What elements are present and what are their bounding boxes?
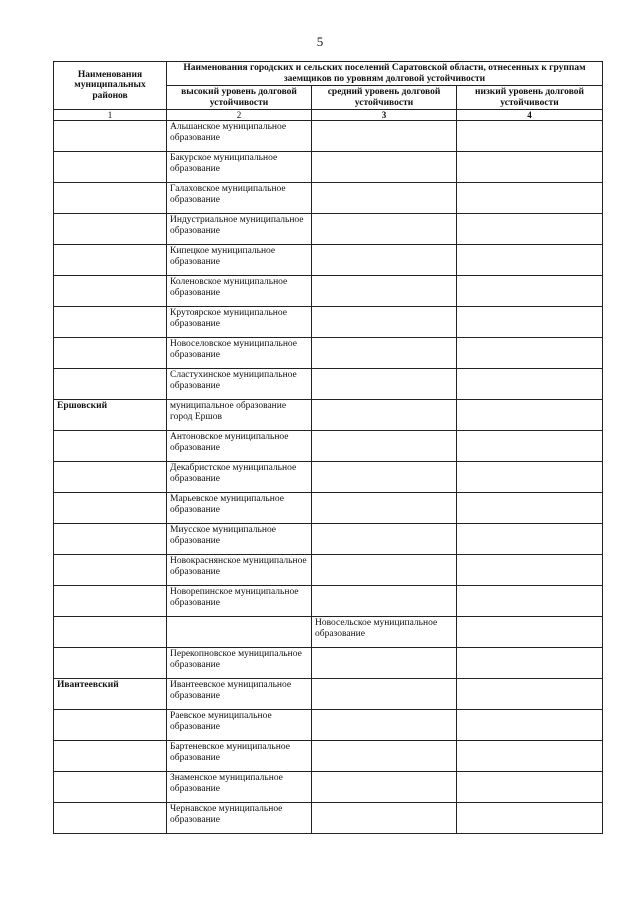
- table-row: [54, 121, 603, 152]
- settlement-cell-medium: [312, 307, 457, 338]
- settlement-cell-high: Антоновское муниципальное образование: [167, 431, 312, 462]
- table-row: [54, 214, 603, 245]
- settlement-cell-high: Новокраснянское муниципальное образование: [167, 555, 312, 586]
- settlements-table: [53, 61, 603, 834]
- column-number-row: [54, 110, 603, 121]
- settlement-cell-medium: [312, 803, 457, 834]
- settlement-cell-low: [457, 741, 603, 772]
- settlement-cell-high: Миусское муниципальное образование: [167, 524, 312, 555]
- table-row: [54, 462, 603, 493]
- district-cell: [54, 338, 167, 369]
- settlement-cell-low: [457, 121, 603, 152]
- settlement-cell-medium: [312, 152, 457, 183]
- table-row: [54, 369, 603, 400]
- district-cell: [54, 307, 167, 338]
- settlement-cell-low: [457, 276, 603, 307]
- settlement-cell-medium: [312, 276, 457, 307]
- district-cell: Ивантеевский: [54, 679, 167, 710]
- district-cell: [54, 803, 167, 834]
- settlement-cell-high: муниципальное образование город Ершов: [167, 400, 312, 431]
- column-number: 1: [54, 110, 167, 121]
- settlement-cell-high: Бартеневское муниципальное образование: [167, 741, 312, 772]
- settlement-cell-high: Новорепинское муниципальное образование: [167, 586, 312, 617]
- table-row: [54, 617, 603, 648]
- settlement-cell-medium: [312, 431, 457, 462]
- table-row: [54, 648, 603, 679]
- settlement-cell-low: [457, 152, 603, 183]
- settlement-cell-medium: [312, 183, 457, 214]
- district-cell: [54, 586, 167, 617]
- settlement-cell-low: [457, 214, 603, 245]
- settlement-cell-low: [457, 183, 603, 214]
- district-cell: [54, 648, 167, 679]
- header-high: высокий уровень долговой устойчивости: [167, 86, 312, 110]
- settlement-cell-high: Альшанское муниципальное образование: [167, 121, 312, 152]
- settlement-cell-medium: [312, 493, 457, 524]
- settlement-cell-high: Индустриальное муниципальное образование: [167, 214, 312, 245]
- settlement-cell-medium: [312, 555, 457, 586]
- settlement-cell-medium: [312, 214, 457, 245]
- district-cell: [54, 121, 167, 152]
- settlement-cell-low: [457, 617, 603, 648]
- settlement-cell-low: [457, 586, 603, 617]
- table-body: [54, 121, 603, 834]
- table-row: [54, 741, 603, 772]
- settlement-cell-medium: [312, 524, 457, 555]
- settlement-cell-high: [167, 617, 312, 648]
- district-cell: [54, 245, 167, 276]
- settlement-cell-medium: Новосельское муниципальное образование: [312, 617, 457, 648]
- table-row: [54, 400, 603, 431]
- settlement-cell-low: [457, 462, 603, 493]
- settlement-cell-high: Декабристское муниципальное образование: [167, 462, 312, 493]
- district-cell: [54, 183, 167, 214]
- settlement-cell-high: Знаменское муниципальное образование: [167, 772, 312, 803]
- settlement-cell-medium: [312, 245, 457, 276]
- district-cell: [54, 214, 167, 245]
- table-row: [54, 524, 603, 555]
- district-cell: [54, 741, 167, 772]
- settlement-cell-medium: [312, 462, 457, 493]
- page-number: 5: [316, 34, 324, 49]
- district-cell: [54, 152, 167, 183]
- settlement-cell-high: Кипецкое муниципальное образование: [167, 245, 312, 276]
- column-number: 2: [167, 110, 312, 121]
- district-cell: [54, 493, 167, 524]
- table-row: [54, 183, 603, 214]
- settlement-cell-medium: [312, 679, 457, 710]
- settlement-cell-medium: [312, 121, 457, 152]
- settlement-cell-medium: [312, 648, 457, 679]
- settlement-cell-low: [457, 245, 603, 276]
- header-row-top: [54, 62, 603, 86]
- settlement-cell-medium: [312, 772, 457, 803]
- settlement-cell-high: Новоселовское муниципальное образование: [167, 338, 312, 369]
- district-cell: [54, 431, 167, 462]
- table-row: [54, 152, 603, 183]
- settlement-cell-low: [457, 803, 603, 834]
- settlement-cell-low: [457, 555, 603, 586]
- settlement-cell-high: Ивантеевское муниципальное образование: [167, 679, 312, 710]
- header-group-title: Наименования городских и сельских поселений Саратовской области, отнесенных к группам заемщиков по уровням долговой устойчивости: [167, 62, 603, 86]
- district-cell: [54, 276, 167, 307]
- settlement-cell-low: [457, 772, 603, 803]
- settlement-cell-high: Коленовское муниципальное образование: [167, 276, 312, 307]
- table-row: [54, 586, 603, 617]
- settlement-cell-low: [457, 648, 603, 679]
- table-row: [54, 338, 603, 369]
- settlement-cell-high: Марьевское муниципальное образование: [167, 493, 312, 524]
- table-row: [54, 276, 603, 307]
- settlement-cell-low: [457, 307, 603, 338]
- settlement-cell-low: [457, 431, 603, 462]
- district-cell: [54, 772, 167, 803]
- settlement-cell-medium: [312, 400, 457, 431]
- district-cell: [54, 524, 167, 555]
- settlement-cell-low: [457, 493, 603, 524]
- table-row: [54, 307, 603, 338]
- settlement-cell-high: Крутоярское муниципальное образование: [167, 307, 312, 338]
- settlement-cell-low: [457, 710, 603, 741]
- table-row: [54, 431, 603, 462]
- settlement-cell-high: Сластухинское муниципальное образование: [167, 369, 312, 400]
- table-row: [54, 803, 603, 834]
- settlement-cell-medium: [312, 741, 457, 772]
- column-number: 4: [457, 110, 603, 121]
- settlement-cell-medium: [312, 586, 457, 617]
- district-cell: [54, 369, 167, 400]
- settlement-cell-high: Чернавское муниципальное образование: [167, 803, 312, 834]
- district-cell: [54, 462, 167, 493]
- table-row: [54, 493, 603, 524]
- settlement-cell-low: [457, 338, 603, 369]
- settlement-cell-high: Бакурское муниципальное образование: [167, 152, 312, 183]
- settlement-cell-high: Раевское муниципальное образование: [167, 710, 312, 741]
- table-row: [54, 679, 603, 710]
- settlement-cell-high: Перекопновское муниципальное образование: [167, 648, 312, 679]
- settlement-cell-medium: [312, 338, 457, 369]
- table-row: [54, 555, 603, 586]
- settlement-cell-high: Галаховское муниципальное образование: [167, 183, 312, 214]
- table-row: [54, 772, 603, 803]
- settlement-cell-medium: [312, 369, 457, 400]
- settlement-cell-low: [457, 524, 603, 555]
- header-district: Наименования муниципальных районов: [54, 62, 167, 110]
- table-row: [54, 710, 603, 741]
- table-row: [54, 245, 603, 276]
- district-cell: [54, 710, 167, 741]
- column-number: 3: [312, 110, 457, 121]
- settlement-cell-medium: [312, 710, 457, 741]
- district-cell: [54, 617, 167, 648]
- settlement-cell-low: [457, 369, 603, 400]
- header-medium: средний уровень долговой устойчивости: [312, 86, 457, 110]
- settlement-cell-low: [457, 400, 603, 431]
- settlement-cell-low: [457, 679, 603, 710]
- district-cell: Ершовский: [54, 400, 167, 431]
- header-low: низкий уровень долговой устойчивости: [457, 86, 603, 110]
- district-cell: [54, 555, 167, 586]
